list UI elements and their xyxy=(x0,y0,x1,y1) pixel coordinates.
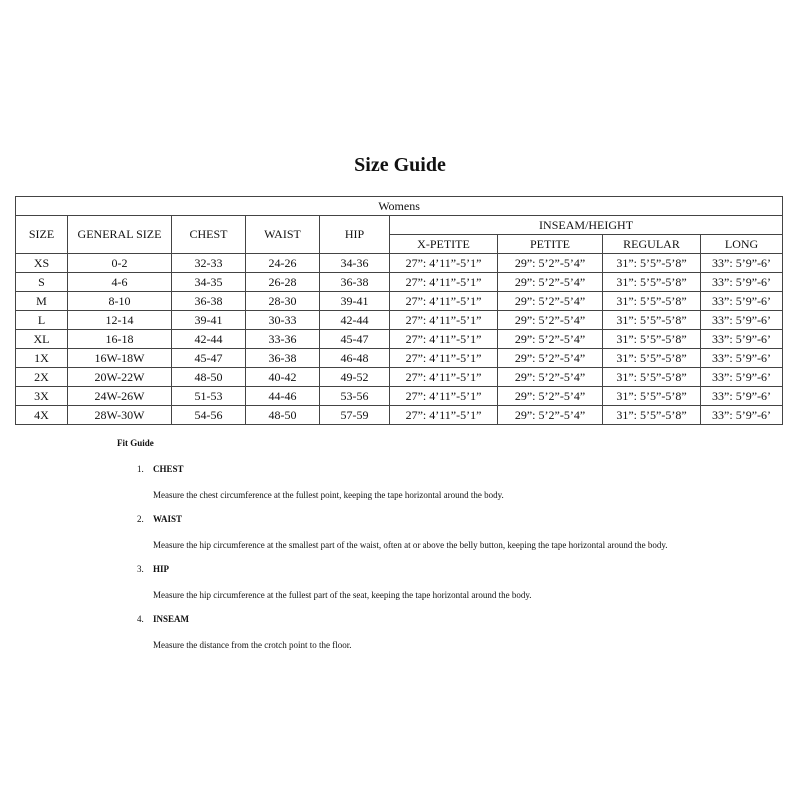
table-cell: 51-53 xyxy=(172,387,246,406)
fit-guide-item-number: 4. xyxy=(137,614,144,624)
table-cell: 45-47 xyxy=(320,330,390,349)
table-cell: 27”: 4’11”-5’1” xyxy=(390,273,498,292)
table-cell: 33”: 5’9”-6’ xyxy=(701,254,783,273)
table-cell: 53-56 xyxy=(320,387,390,406)
fit-guide-item-number: 1. xyxy=(137,464,144,474)
table-cell: 29”: 5’2”-5’4” xyxy=(498,273,603,292)
fit-guide-item xyxy=(0,607,800,657)
fit-guide-item-title: CHEST xyxy=(153,464,184,474)
fit-guide-item-number: 2. xyxy=(137,514,144,524)
table-cell: 31”: 5’5”-5’8” xyxy=(603,311,701,330)
table-cell: 34-36 xyxy=(320,254,390,273)
table-row xyxy=(16,330,783,349)
table-cell: 26-28 xyxy=(246,273,320,292)
table-cell: 48-50 xyxy=(246,406,320,425)
table-cell: XS xyxy=(16,254,68,273)
table-cell: 27”: 4’11”-5’1” xyxy=(390,387,498,406)
table-cell: 39-41 xyxy=(320,292,390,311)
fit-guide-item xyxy=(0,557,800,607)
table-cell: 0-2 xyxy=(68,254,172,273)
table-cell: 36-38 xyxy=(246,349,320,368)
table-cell: 29”: 5’2”-5’4” xyxy=(498,368,603,387)
size-table xyxy=(15,196,783,425)
column-header-x-petite: X-PETITE xyxy=(390,235,498,254)
table-cell: 36-38 xyxy=(320,273,390,292)
table-cell: 29”: 5’2”-5’4” xyxy=(498,387,603,406)
table-cell: 27”: 4’11”-5’1” xyxy=(390,368,498,387)
table-cell: 34-35 xyxy=(172,273,246,292)
table-cell: 29”: 5’2”-5’4” xyxy=(498,254,603,273)
table-cell: 12-14 xyxy=(68,311,172,330)
table-cell: 54-56 xyxy=(172,406,246,425)
fit-guide-item-number: 3. xyxy=(137,564,144,574)
table-cell: 27”: 4’11”-5’1” xyxy=(390,349,498,368)
table-cell: 31”: 5’5”-5’8” xyxy=(603,254,701,273)
table-cell: M xyxy=(16,292,68,311)
table-cell: 2X xyxy=(16,368,68,387)
table-cell: 31”: 5’5”-5’8” xyxy=(603,349,701,368)
table-cell: 29”: 5’2”-5’4” xyxy=(498,349,603,368)
table-cell: 57-59 xyxy=(320,406,390,425)
table-cell: 33”: 5’9”-6’ xyxy=(701,406,783,425)
table-cell: 24W-26W xyxy=(68,387,172,406)
table-cell: 33”: 5’9”-6’ xyxy=(701,292,783,311)
column-header-petite: PETITE xyxy=(498,235,603,254)
table-cell: 46-48 xyxy=(320,349,390,368)
table-cell: 31”: 5’5”-5’8” xyxy=(603,387,701,406)
table-row xyxy=(16,406,783,425)
table-cell: 42-44 xyxy=(172,330,246,349)
table-cell: 29”: 5’2”-5’4” xyxy=(498,311,603,330)
page-title: Size Guide xyxy=(354,154,446,176)
fit-guide-list xyxy=(0,457,800,657)
table-cell: 28-30 xyxy=(246,292,320,311)
table-cell: 33”: 5’9”-6’ xyxy=(701,387,783,406)
table-cell: 16W-18W xyxy=(68,349,172,368)
table-cell: 31”: 5’5”-5’8” xyxy=(603,368,701,387)
table-cell: 31”: 5’5”-5’8” xyxy=(603,273,701,292)
table-row xyxy=(16,311,783,330)
table-cell: 3X xyxy=(16,387,68,406)
column-header-waist: WAIST xyxy=(246,216,320,254)
group-header: Womens xyxy=(16,197,783,216)
fit-guide-item-description: Measure the hip circumference at the smallest part of the waist, often at or above the belly button, keeping the tape horizontal around the body. xyxy=(153,540,668,550)
fit-guide-item-description: Measure the hip circumference at the fullest part of the seat, keeping the tape horizontal around the body. xyxy=(153,590,532,600)
table-cell: 42-44 xyxy=(320,311,390,330)
fit-guide-item-title: WAIST xyxy=(153,514,183,524)
fit-guide-item xyxy=(0,507,800,557)
column-header-size: SIZE xyxy=(16,216,68,254)
column-header-long: LONG xyxy=(701,235,783,254)
table-cell: 45-47 xyxy=(172,349,246,368)
table-cell: 32-33 xyxy=(172,254,246,273)
fit-guide-item-description: Measure the distance from the crotch point to the floor. xyxy=(153,640,352,650)
table-cell: 27”: 4’11”-5’1” xyxy=(390,292,498,311)
table-cell: XL xyxy=(16,330,68,349)
column-header-hip: HIP xyxy=(320,216,390,254)
table-cell: 27”: 4’11”-5’1” xyxy=(390,330,498,349)
table-cell: 33”: 5’9”-6’ xyxy=(701,311,783,330)
table-cell: 33”: 5’9”-6’ xyxy=(701,273,783,292)
fit-guide-heading: Fit Guide xyxy=(117,438,154,448)
table-cell: 1X xyxy=(16,349,68,368)
table-cell: 31”: 5’5”-5’8” xyxy=(603,330,701,349)
table-cell: 4X xyxy=(16,406,68,425)
table-cell: 27”: 4’11”-5’1” xyxy=(390,406,498,425)
table-cell: 29”: 5’2”-5’4” xyxy=(498,330,603,349)
table-cell: 27”: 4’11”-5’1” xyxy=(390,311,498,330)
table-cell: 29”: 5’2”-5’4” xyxy=(498,292,603,311)
table-row xyxy=(16,368,783,387)
table-cell: 8-10 xyxy=(68,292,172,311)
table-cell: 36-38 xyxy=(172,292,246,311)
table-cell: 40-42 xyxy=(246,368,320,387)
table-cell: 20W-22W xyxy=(68,368,172,387)
table-cell: 44-46 xyxy=(246,387,320,406)
fit-guide-item xyxy=(0,457,800,507)
table-row xyxy=(16,387,783,406)
table-cell: S xyxy=(16,273,68,292)
table-cell: 48-50 xyxy=(172,368,246,387)
table-cell: 16-18 xyxy=(68,330,172,349)
table-cell: 27”: 4’11”-5’1” xyxy=(390,254,498,273)
column-header-chest: CHEST xyxy=(172,216,246,254)
table-cell: 30-33 xyxy=(246,311,320,330)
table-cell: 24-26 xyxy=(246,254,320,273)
table-row xyxy=(16,349,783,368)
table-cell: L xyxy=(16,311,68,330)
table-row xyxy=(16,273,783,292)
table-cell: 28W-30W xyxy=(68,406,172,425)
table-cell: 33”: 5’9”-6’ xyxy=(701,330,783,349)
table-cell: 33”: 5’9”-6’ xyxy=(701,349,783,368)
column-header-inseam-height: INSEAM/HEIGHT xyxy=(390,216,783,235)
fit-guide-item-description: Measure the chest circumference at the fullest point, keeping the tape horizontal around the body. xyxy=(153,490,504,500)
table-cell: 33-36 xyxy=(246,330,320,349)
table-cell: 39-41 xyxy=(172,311,246,330)
table-cell: 31”: 5’5”-5’8” xyxy=(603,292,701,311)
table-cell: 33”: 5’9”-6’ xyxy=(701,368,783,387)
size-table-body xyxy=(16,254,783,425)
fit-guide-item-title: INSEAM xyxy=(153,614,190,624)
table-cell: 31”: 5’5”-5’8” xyxy=(603,406,701,425)
column-header-regular: REGULAR xyxy=(603,235,701,254)
table-row xyxy=(16,254,783,273)
column-header-general-size: GENERAL SIZE xyxy=(68,216,172,254)
table-row xyxy=(16,292,783,311)
table-cell: 29”: 5’2”-5’4” xyxy=(498,406,603,425)
table-cell: 49-52 xyxy=(320,368,390,387)
fit-guide-item-title: HIP xyxy=(153,564,170,574)
table-cell: 4-6 xyxy=(68,273,172,292)
